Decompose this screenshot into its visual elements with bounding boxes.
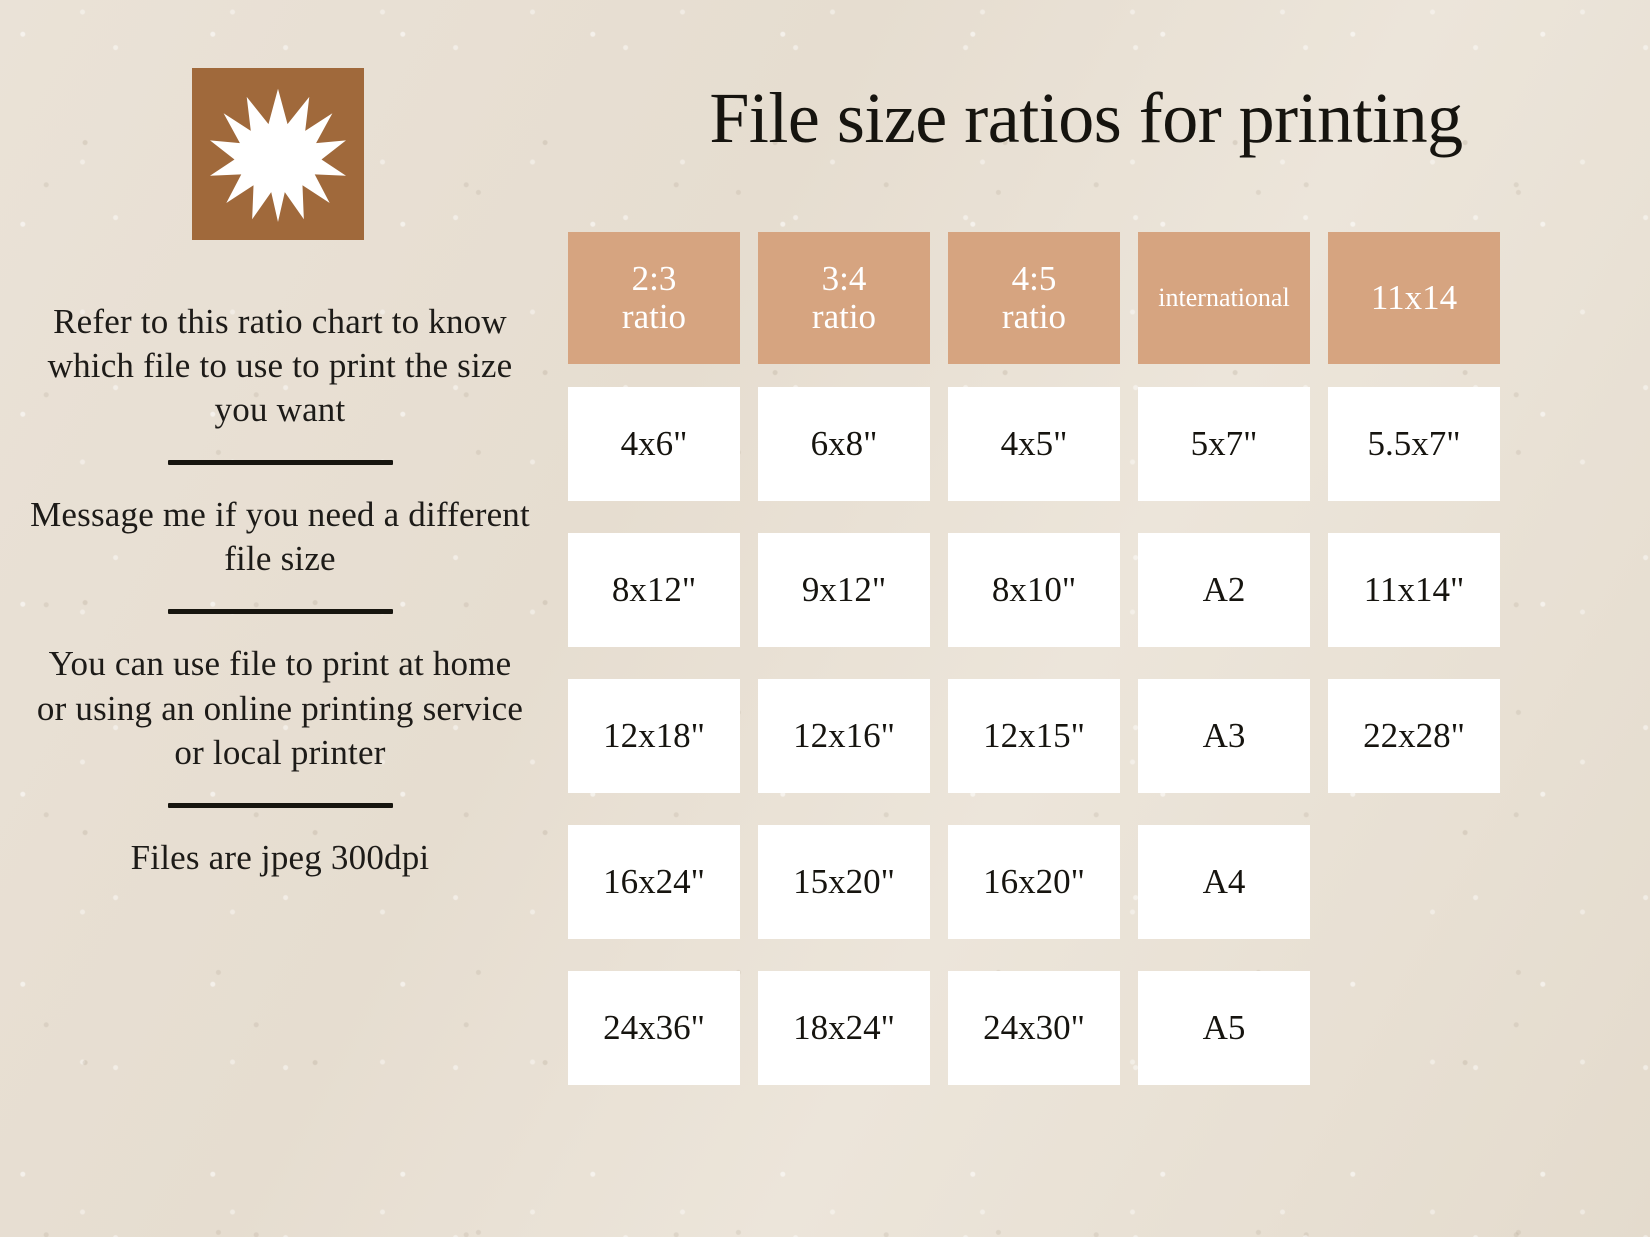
table-cell: 4x5" [948,387,1120,501]
column-header-line2: ratio [1001,297,1067,336]
table-cell: 5x7" [1138,387,1310,501]
table-cell: 16x24" [568,825,740,939]
divider-2 [168,609,393,614]
table-cell: 22x28" [1328,679,1500,793]
table-cell: 6x8" [758,387,930,501]
table-cell: 8x12" [568,533,740,647]
info-paragraph-2: Message me if you need a different file size [30,495,530,579]
column-header-line1: 3:4 [821,259,867,299]
table-cell: 24x36" [568,971,740,1085]
ratio-table-area [566,0,1650,1237]
column-header-3-4 [758,232,930,364]
column-header-11x14 [1328,232,1500,364]
twelve-point-star-icon [210,86,346,222]
page-title: File size ratios for printing [709,78,1463,158]
column-header-line1: 11x14 [1370,278,1458,318]
table-cell: 8x10" [948,533,1120,647]
brand-logo [192,68,364,240]
column-header-international [1138,232,1310,364]
column-header-line1: 4:5 [1011,259,1057,299]
table-cell: 18x24" [758,971,930,1085]
divider-3 [168,803,393,808]
column-header-line1: 2:3 [631,259,677,299]
column-header-2-3 [568,232,740,364]
left-text-block [30,300,530,880]
column-header-line2: ratio [811,297,877,336]
ratio-table [568,232,1500,1094]
table-cell: 16x20" [948,825,1120,939]
table-cell: A2 [1138,533,1310,647]
column-header-line2: ratio [621,297,687,336]
table-cell: 12x15" [948,679,1120,793]
info-paragraph-1: Refer to this ratio chart to know which file to use to print the size you want [47,302,513,430]
table-cell: 9x12" [758,533,930,647]
table-cell: 11x14" [1328,533,1500,647]
table-cell: 12x18" [568,679,740,793]
table-cell-empty [1328,971,1500,1085]
table-cell: 4x6" [568,387,740,501]
table-cell: A4 [1138,825,1310,939]
left-information-column [0,0,560,1237]
table-cell: A5 [1138,971,1310,1085]
column-header-line1: international [1158,282,1290,312]
table-cell-empty [1328,825,1500,939]
table-cell: A3 [1138,679,1310,793]
table-cell: 15x20" [758,825,930,939]
info-paragraph-4: Files are jpeg 300dpi [130,837,430,877]
info-paragraph-3: You can use file to print at home or using an online printing service or local printer [36,644,524,772]
column-header-4-5 [948,232,1120,364]
table-cell: 12x16" [758,679,930,793]
divider-1 [168,460,393,465]
table-cell: 5.5x7" [1328,387,1500,501]
table-cell: 24x30" [948,971,1120,1085]
